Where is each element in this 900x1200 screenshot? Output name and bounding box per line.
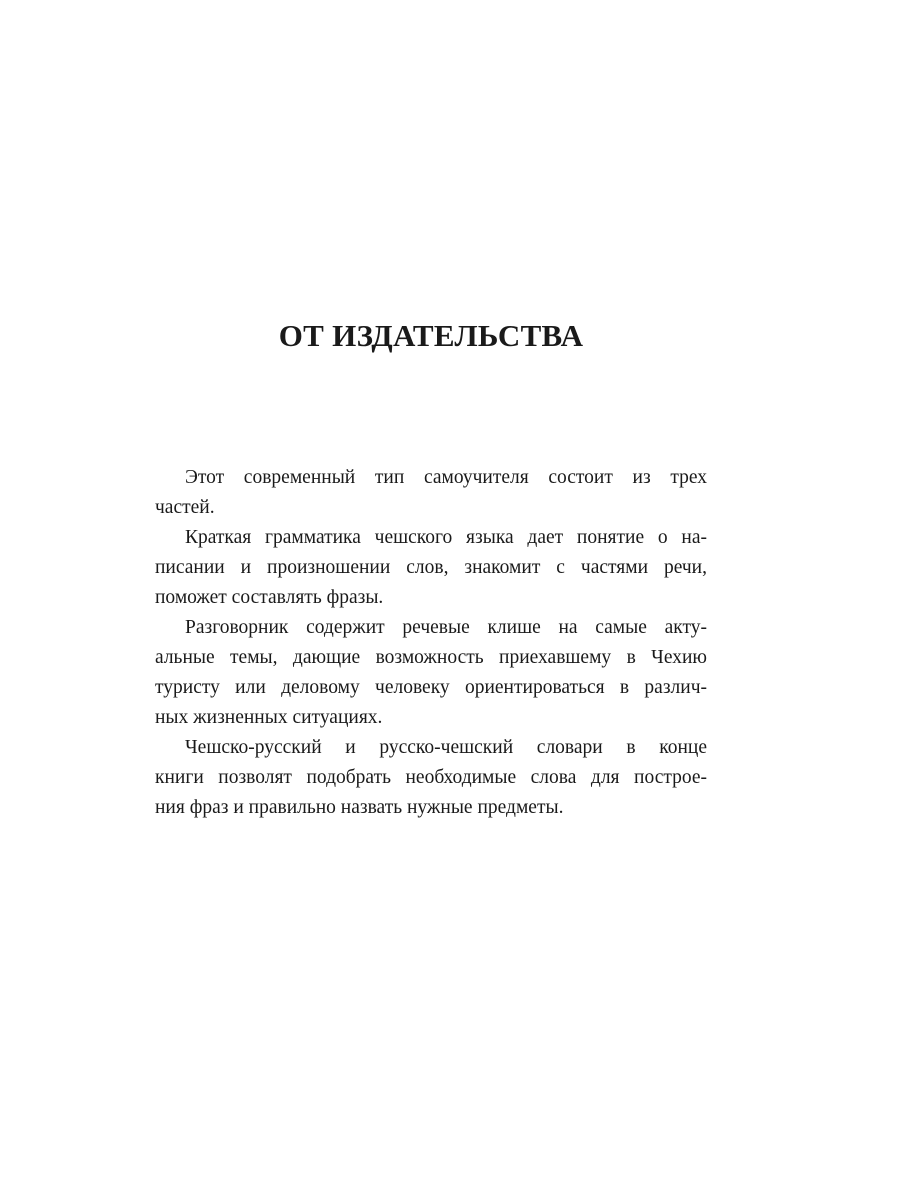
paragraph-line: туристу или деловому человеку ориентироваться в различ- (155, 677, 707, 698)
paragraph-line: ных жизненных ситуациях. (155, 707, 383, 728)
paragraph-line: писании и произношении слов, знакомит с частями речи, (155, 557, 707, 578)
paragraph-line: Чешско-русский и русско-чешский словари в конце (185, 737, 707, 758)
paragraph-line: частей. (155, 497, 215, 518)
paragraph-line: альные темы, дающие возможность приехавшему в Чехию (155, 647, 707, 668)
paragraph-1 (155, 463, 707, 523)
paragraph-line: книги позволят подобрать необходимые слова для построе- (155, 767, 707, 788)
paragraph-line: ния фраз и правильно назвать нужные предметы. (155, 797, 564, 818)
paragraph-line: Краткая грамматика чешского языка дает понятие о на- (185, 527, 707, 548)
paragraph-4 (155, 733, 707, 823)
paragraph-line: Этот современный тип самоучителя состоит из трех (185, 467, 707, 488)
paragraph-3 (155, 613, 707, 733)
paragraph-line: поможет составлять фразы. (155, 587, 384, 608)
body-text (155, 463, 707, 823)
paragraph-line: Разговорник содержит речевые клише на самые акту- (185, 617, 707, 638)
paragraph-2 (155, 523, 707, 613)
page-heading: ОТ ИЗДАТЕЛЬСТВА (278, 318, 584, 353)
